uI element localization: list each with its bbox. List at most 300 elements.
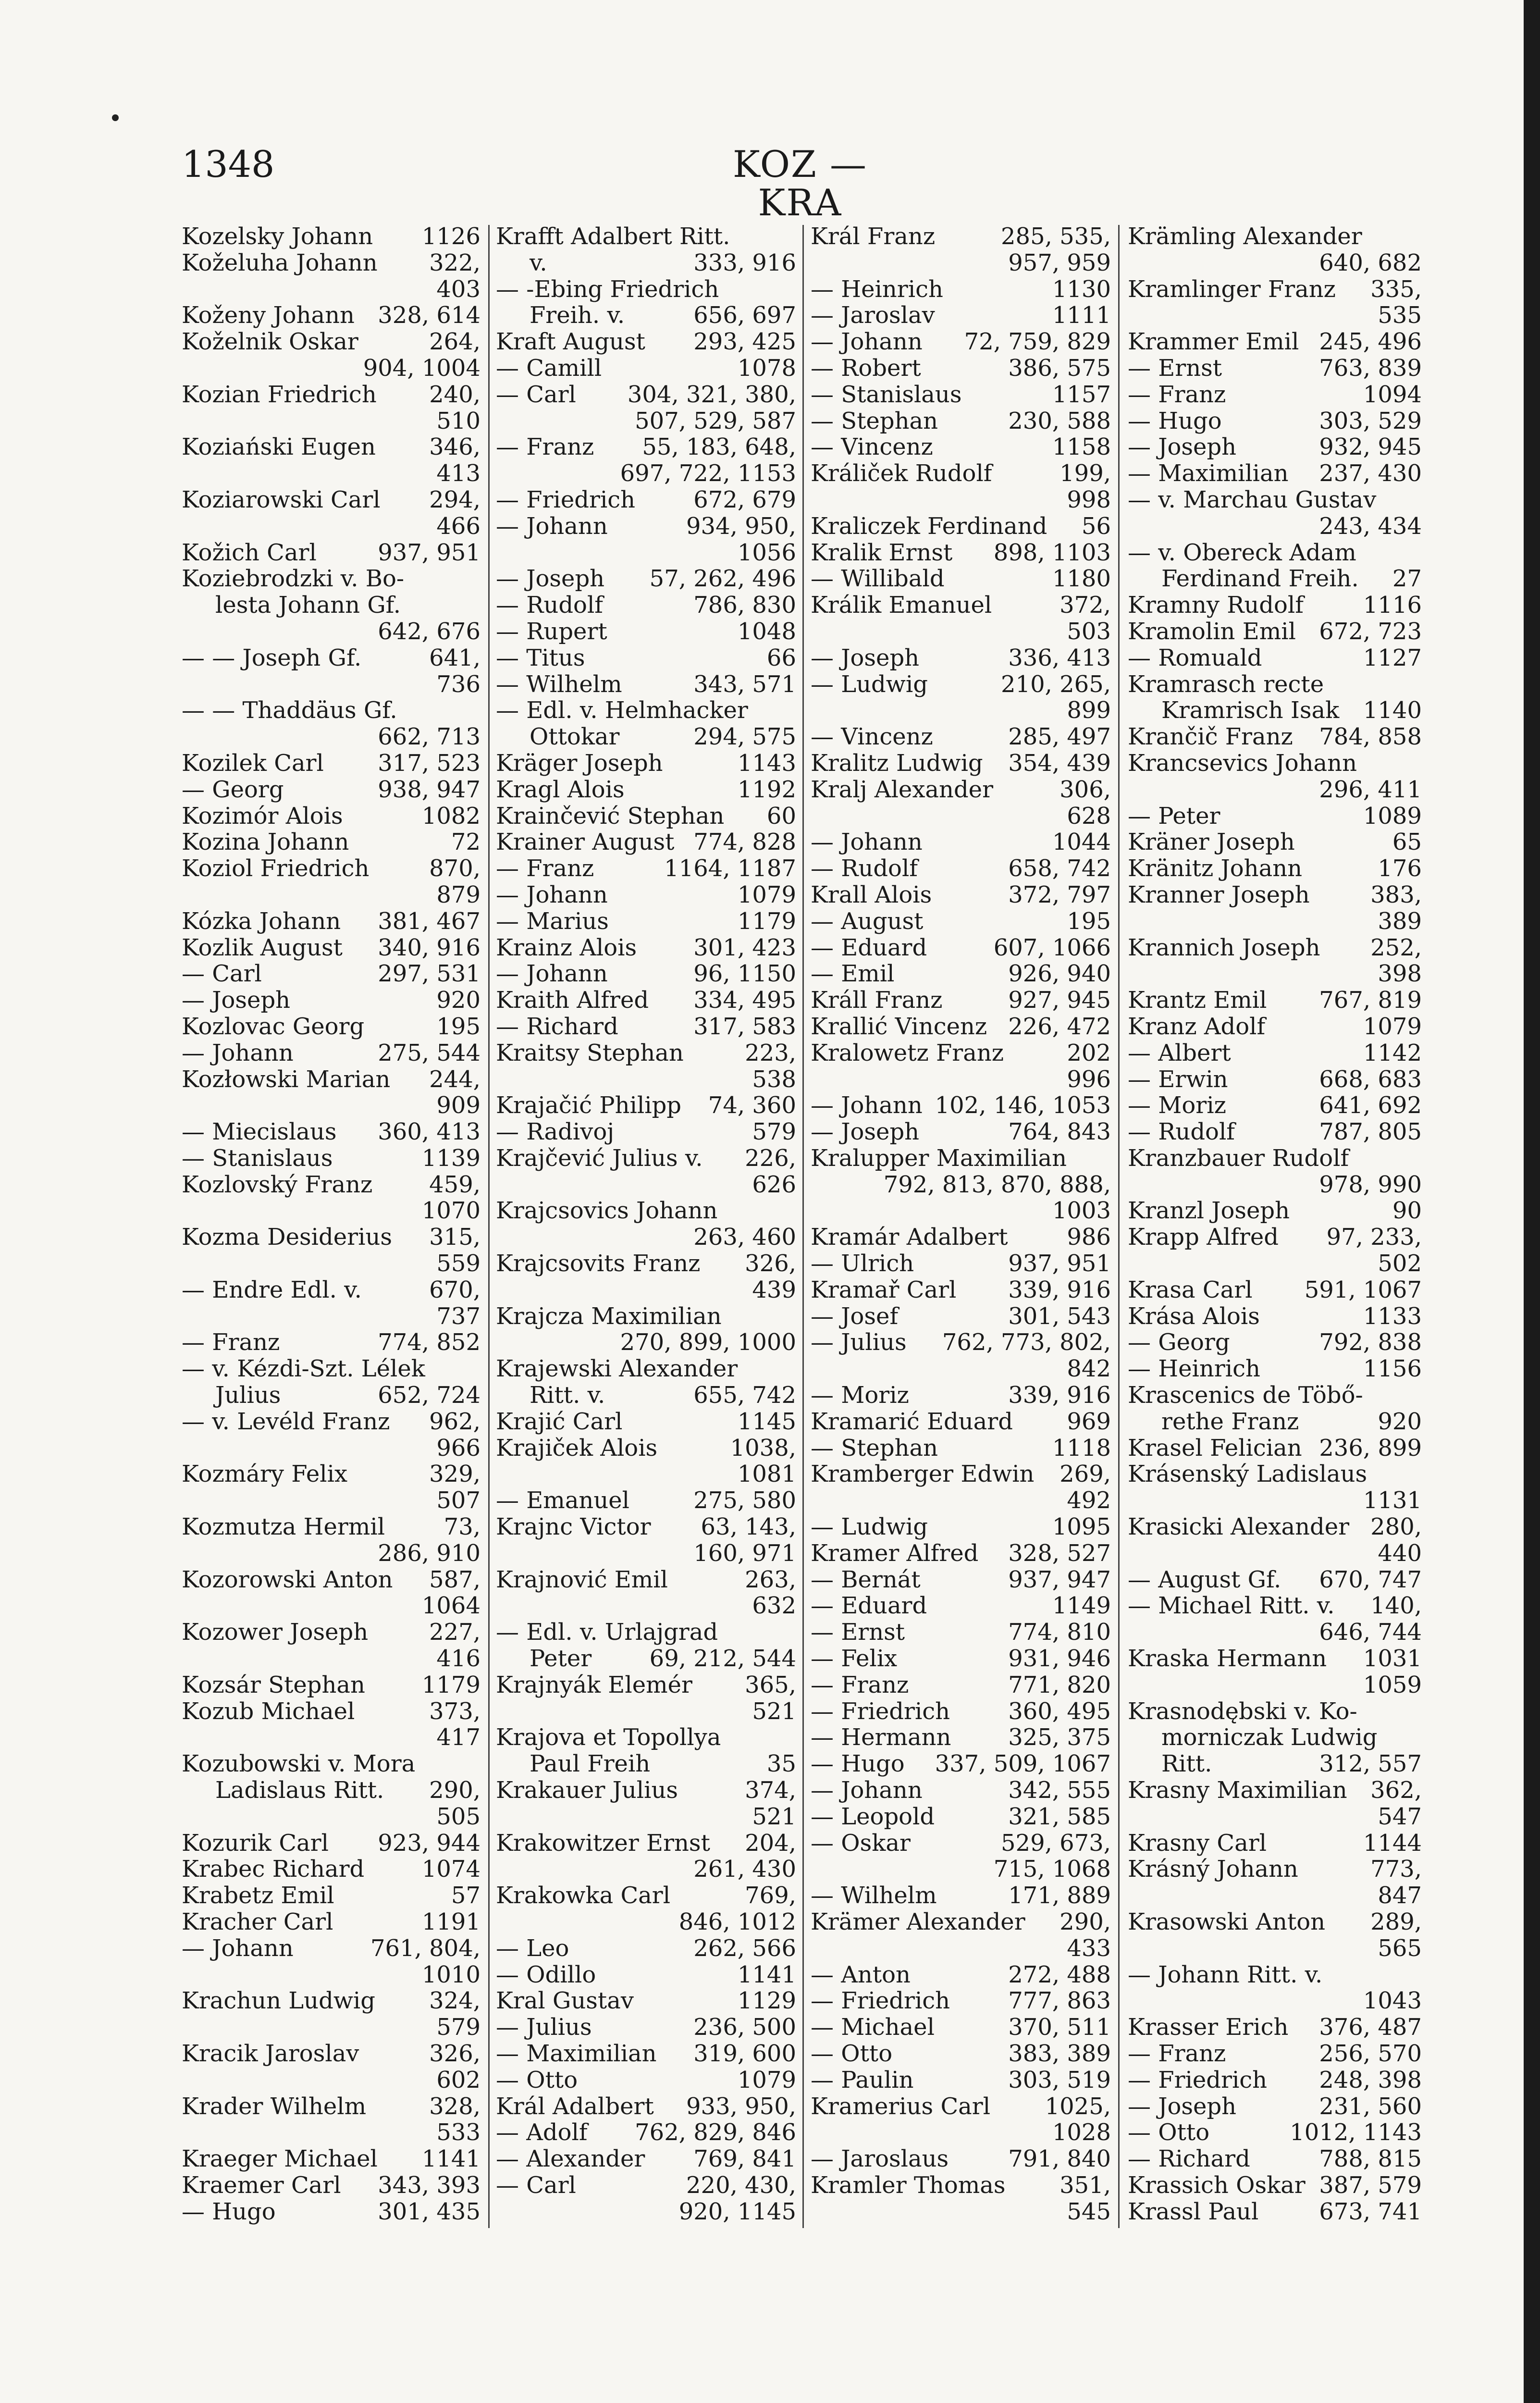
- index-entry-continuation: [1128, 1172, 1422, 1198]
- index-entry: [182, 935, 480, 961]
- index-entry: [182, 329, 480, 355]
- entry-page-refs: 339, 916: [1008, 1276, 1111, 1303]
- index-entry: [1128, 1198, 1422, 1224]
- index-entry-continuation: [182, 2067, 480, 2093]
- index-entry-continuation: [811, 1066, 1111, 1093]
- entry-name: — Franz: [182, 1329, 280, 1356]
- index-entry: [1128, 1962, 1422, 1988]
- entry-page-refs: 433: [1067, 1934, 1111, 1962]
- entry-name: — Johann: [496, 960, 608, 988]
- entry-page-refs: 769,: [745, 1882, 796, 1909]
- entry-name: — Vincenz: [811, 723, 933, 751]
- entry-name: — August Gf.: [1128, 1566, 1281, 1593]
- entry-name: — v. Levéld Franz: [182, 1408, 390, 1435]
- entry-name: — Friedrich: [496, 486, 636, 513]
- index-entry: [811, 1672, 1111, 1698]
- entry-name: — Johann: [496, 881, 608, 908]
- entry-page-refs: 510: [436, 407, 480, 434]
- index-entry-continuation: [496, 1593, 796, 1619]
- entry-page-refs: 343, 393: [378, 2171, 480, 2199]
- index-entry-continuation: [496, 1172, 796, 1198]
- entry-name: Král Franz: [811, 223, 936, 250]
- index-entry: [182, 1329, 480, 1356]
- entry-name: Kranz Adolf: [1128, 1013, 1266, 1040]
- index-entry: [496, 1672, 796, 1698]
- entry-name: Krásný Johann: [1128, 1856, 1298, 1883]
- entry-name: Krajčević Julius v.: [496, 1144, 703, 1172]
- entry-name: — Bernát: [811, 1566, 921, 1593]
- entry-name: — Josef: [811, 1302, 899, 1330]
- entry-page-refs: 1010: [421, 1961, 480, 1988]
- entry-page-refs: 240,: [429, 381, 480, 408]
- index-entry: [811, 1435, 1111, 1462]
- index-entry: [496, 566, 796, 592]
- entry-name: Král Adalbert: [496, 2093, 654, 2120]
- entry-page-refs: 439: [752, 1276, 796, 1303]
- index-entry: [496, 1487, 796, 1514]
- entry-page-refs: 545: [1067, 2198, 1111, 2225]
- entry-name: — -Ebing Friedrich: [496, 275, 719, 303]
- entry-page-refs: 565: [1378, 1934, 1422, 1962]
- index-entry-continuation: [811, 2199, 1111, 2225]
- entry-page-refs: 1156: [1363, 1355, 1422, 1383]
- column-rule: [1118, 225, 1120, 2228]
- index-entry: [811, 829, 1111, 855]
- entry-page-refs: 227,: [429, 1619, 480, 1646]
- entry-page-refs: 662, 713: [378, 723, 480, 751]
- entry-name: — Friedrich: [1128, 2066, 1268, 2093]
- index-entry-continuation: [496, 1461, 796, 1487]
- index-entry-continuation: [182, 2014, 480, 2041]
- index-entry-continuation: [496, 1804, 796, 1830]
- entry-name: Kozsár Stephan: [182, 1671, 365, 1698]
- entry-page-refs: 521: [752, 1697, 796, 1725]
- index-entry: [182, 1356, 480, 1382]
- index-entry: [496, 619, 796, 645]
- entry-page-refs: 176: [1378, 855, 1422, 882]
- entry-page-refs: 761, 804,: [370, 1934, 480, 1962]
- index-entry: [1128, 276, 1422, 303]
- entry-name: Kränitz Johann: [1128, 855, 1303, 882]
- entry-name: — Rudolf: [496, 592, 604, 619]
- entry-name: Krannich Joseph: [1128, 934, 1320, 961]
- entry-name: Kozłowski Marian: [182, 1065, 391, 1093]
- entry-name: Kraft August: [496, 328, 645, 356]
- index-entry: [182, 250, 480, 276]
- entry-page-refs: 272, 488: [1008, 1961, 1111, 1988]
- entry-name: — Robert: [811, 354, 921, 382]
- entry-page-refs: 56: [1081, 512, 1111, 540]
- entry-page-refs: 252,: [1370, 934, 1422, 961]
- index-entry: [811, 855, 1111, 882]
- entry-page-refs: 777, 863: [1008, 1987, 1111, 2015]
- entry-name: rethe Franz: [1161, 1408, 1299, 1435]
- entry-name: Kramler Thomas: [811, 2171, 1006, 2199]
- index-entry: [496, 1988, 796, 2014]
- entry-page-refs: 1043: [1363, 1987, 1422, 2015]
- index-entry: [811, 1962, 1111, 1988]
- entry-page-refs: 1141: [737, 1961, 796, 1988]
- entry-page-refs: 788, 815: [1319, 2145, 1422, 2173]
- index-entry-continuation: [811, 1935, 1111, 1962]
- entry-name: Kozma Desiderius: [182, 1224, 392, 1251]
- entry-name: Koziol Friedrich: [182, 855, 370, 882]
- entry-name: — Jaroslav: [811, 302, 935, 329]
- entry-page-refs: 66: [766, 644, 796, 671]
- index-entry: [182, 777, 480, 803]
- entry-page-refs: 998: [1067, 486, 1111, 513]
- entry-page-refs: 1079: [737, 2066, 796, 2093]
- entry-name: — Stanislaus: [811, 381, 962, 408]
- entry-page-refs: 784, 858: [1319, 723, 1422, 751]
- entry-name: Kožich Carl: [182, 539, 317, 566]
- index-entry-continuation: [496, 2199, 796, 2225]
- entry-page-refs: 372,: [1060, 592, 1111, 619]
- index-entry: [496, 487, 796, 513]
- index-entry-continuation: [496, 460, 796, 487]
- index-entry-continuation: [182, 1092, 480, 1119]
- index-entry: [1128, 1329, 1422, 1356]
- entry-name: — Leopold: [811, 1803, 935, 1830]
- index-entry-continuation: [1128, 1804, 1422, 1830]
- index-entry: [1128, 2146, 1422, 2172]
- entry-name: Kozmutza Hermil: [182, 1513, 385, 1541]
- entry-page-refs: 626: [752, 1171, 796, 1198]
- entry-name: Krancsevics Johann: [1128, 749, 1357, 777]
- index-entry: [1128, 1461, 1422, 1487]
- index-entry: [1128, 1830, 1422, 1857]
- entry-name: Kraeger Michael: [182, 2145, 378, 2173]
- index-entry-continuation: [182, 671, 480, 698]
- index-entry: [182, 1988, 480, 2014]
- entry-name: Krafft Adalbert Ritt.: [496, 223, 730, 250]
- entry-page-refs: 337, 509, 1067: [935, 1750, 1111, 1778]
- index-entry: [496, 1935, 796, 1962]
- entry-page-refs: 774, 828: [693, 829, 796, 856]
- entry-page-refs: 1079: [737, 881, 796, 908]
- index-entry: [182, 1014, 480, 1040]
- index-entry: [182, 302, 480, 329]
- entry-page-refs: 1140: [1363, 697, 1422, 724]
- entry-name: — Ernst: [1128, 354, 1222, 382]
- entry-page-refs: 899: [1067, 697, 1111, 724]
- index-entry: [1128, 1014, 1422, 1040]
- entry-name: Krachun Ludwig: [182, 1987, 375, 2015]
- entry-name: — Adolf: [496, 2119, 588, 2146]
- entry-name: — Johann: [182, 1039, 294, 1066]
- entry-name: Krajova et Topollya: [496, 1724, 721, 1751]
- index-entry-continuation: [1128, 1672, 1422, 1698]
- entry-name: Kramrasch recte: [1128, 670, 1324, 698]
- entry-page-refs: 1141: [421, 2145, 480, 2173]
- index-entry: [1128, 671, 1422, 698]
- entry-name: Ritt. v.: [530, 1382, 605, 1409]
- entry-name: Freih. v.: [530, 302, 625, 329]
- index-entry: [182, 1751, 480, 1777]
- entry-name: Krader Wilhelm: [182, 2093, 367, 2120]
- index-entry: [811, 513, 1111, 540]
- entry-name: — Johann: [182, 1934, 294, 1962]
- entry-page-refs: 642, 676: [378, 618, 480, 645]
- entry-page-refs: 322,: [429, 249, 480, 276]
- entry-name: Krajnc Victor: [496, 1513, 651, 1541]
- entry-name: Kranzl Joseph: [1128, 1197, 1290, 1225]
- entry-name: Kralik Ernst: [811, 539, 953, 566]
- index-entry: [811, 1277, 1111, 1303]
- index-entry: [811, 1409, 1111, 1435]
- index-entry: [1128, 1751, 1422, 1777]
- entry-name: Krajcsovics Johann: [496, 1197, 718, 1225]
- index-entry: [496, 750, 796, 777]
- index-entry: [182, 987, 480, 1014]
- entry-page-refs: 658, 742: [1008, 855, 1111, 882]
- entry-page-refs: 245, 496: [1319, 328, 1422, 356]
- index-entry: [811, 1777, 1111, 1804]
- entry-page-refs: 262, 566: [693, 1934, 796, 1962]
- index-entry: [496, 1514, 796, 1540]
- index-entry: [1128, 1777, 1422, 1804]
- index-entry-continuation: [1128, 961, 1422, 987]
- entry-page-refs: 847: [1378, 1882, 1422, 1909]
- entry-name: Kozilek Carl: [182, 749, 324, 777]
- entry-page-refs: 1130: [1052, 275, 1111, 303]
- entry-name: Julius: [215, 1382, 281, 1409]
- entry-name: Kragl Alois: [496, 776, 625, 803]
- entry-name: Krämling Alexander: [1128, 223, 1362, 250]
- entry-name: — Franz: [1128, 381, 1226, 408]
- entry-name: Kramberger Edwin: [811, 1461, 1035, 1488]
- entry-page-refs: 294, 575: [693, 723, 796, 751]
- entry-name: Krajcsovits Franz: [496, 1250, 701, 1277]
- index-entry: [496, 1014, 796, 1040]
- index-entry: [496, 1435, 796, 1462]
- entry-name: — Hugo: [182, 2198, 276, 2225]
- index-entry: [811, 540, 1111, 566]
- index-entry-continuation: [182, 1724, 480, 1751]
- entry-page-refs: 769, 841: [693, 2145, 796, 2173]
- entry-name: lesta Johann Gf.: [215, 592, 401, 619]
- entry-page-refs: 202: [1067, 1039, 1111, 1066]
- index-entry: [182, 803, 480, 830]
- entry-page-refs: 697, 722, 1153: [620, 460, 796, 487]
- entry-name: — Eduard: [811, 934, 927, 961]
- entry-page-refs: 1078: [737, 354, 796, 382]
- index-entry: [811, 1988, 1111, 2014]
- entry-page-refs: 312, 557: [1319, 1750, 1422, 1778]
- index-entry: [811, 566, 1111, 592]
- entry-name: Kózka Johann: [182, 907, 341, 935]
- entry-name: Krasicki Alexander: [1128, 1513, 1350, 1541]
- index-entry-continuation: [182, 1646, 480, 1672]
- index-entry-continuation: [1128, 777, 1422, 803]
- entry-name: — Johann: [811, 1777, 923, 1804]
- index-entry: [811, 1724, 1111, 1751]
- entry-page-refs: 403: [436, 275, 480, 303]
- index-entry-continuation: [182, 619, 480, 645]
- index-entry-continuation: [496, 540, 796, 566]
- index-entry-continuation: [811, 1487, 1111, 1514]
- index-entry: [1128, 355, 1422, 382]
- entry-page-refs: 986: [1067, 1224, 1111, 1251]
- index-entry: [811, 1119, 1111, 1145]
- index-entry: [182, 223, 480, 250]
- index-entry: [496, 697, 796, 724]
- index-entry: [496, 1356, 796, 1382]
- entry-page-refs: 1094: [1363, 381, 1422, 408]
- index-entry: [811, 961, 1111, 987]
- index-entry: [182, 750, 480, 777]
- index-entry-continuation: [182, 355, 480, 382]
- index-entry: [1128, 566, 1422, 592]
- entry-page-refs: 293, 425: [693, 328, 796, 356]
- entry-page-refs: 416: [436, 1645, 480, 1672]
- entry-page-refs: 937, 951: [378, 539, 480, 566]
- index-entry: [1128, 487, 1422, 513]
- index-entry: [811, 276, 1111, 303]
- entry-name: Krassl Paul: [1128, 2198, 1259, 2225]
- entry-page-refs: 223,: [745, 1039, 796, 1066]
- entry-name: — Joseph: [811, 644, 920, 671]
- entry-page-refs: 335,: [1370, 275, 1422, 303]
- entry-name: — Stephan: [811, 1434, 938, 1462]
- index-entry-continuation: [496, 1540, 796, 1567]
- entry-page-refs: 210, 265,: [1000, 670, 1111, 698]
- index-entry-continuation: [1128, 908, 1422, 935]
- index-entry: [1128, 2199, 1422, 2225]
- index-entry: [811, 2093, 1111, 2120]
- index-entry: [182, 829, 480, 855]
- entry-page-refs: 1149: [1052, 1592, 1111, 1620]
- index-entry: [496, 961, 796, 987]
- index-entry: [496, 1751, 796, 1777]
- entry-name: — v. Obereck Adam: [1128, 539, 1356, 566]
- index-entry-continuation: [811, 619, 1111, 645]
- index-entry: [1128, 645, 1422, 671]
- entry-page-refs: 1048: [737, 618, 796, 645]
- scan-border: [1524, 0, 1540, 2403]
- entry-name: — Hugo: [811, 1750, 905, 1778]
- index-entry: [496, 1777, 796, 1804]
- index-entry-continuation: [182, 1962, 480, 1988]
- entry-page-refs: 280,: [1370, 1513, 1422, 1541]
- entry-page-refs: 365,: [745, 1671, 796, 1698]
- entry-name: — v. Marchau Gustav: [1128, 486, 1377, 513]
- entry-name: — Carl: [496, 2171, 576, 2199]
- entry-page-refs: 773,: [1370, 1856, 1422, 1883]
- entry-name: Králik Emanuel: [811, 592, 992, 619]
- index-entry: [496, 1119, 796, 1145]
- entry-name: — Moriz: [811, 1382, 909, 1409]
- index-entry: [811, 1014, 1111, 1040]
- entry-page-refs: 333, 916: [693, 249, 796, 276]
- index-entry: [1128, 750, 1422, 777]
- index-entry: [1128, 1066, 1422, 1093]
- index-entry: [182, 1567, 480, 1593]
- index-entry: [182, 382, 480, 408]
- index-entry: [182, 855, 480, 882]
- entry-page-refs: 1116: [1363, 592, 1422, 619]
- entry-name: — Ernst: [811, 1619, 905, 1646]
- index-entry: [182, 1830, 480, 1857]
- entry-name: — Emanuel: [496, 1487, 630, 1514]
- entry-name: Krasa Carl: [1128, 1276, 1253, 1303]
- index-entry-continuation: [811, 1198, 1111, 1224]
- index-entry: [1128, 1698, 1422, 1725]
- entry-name: — Franz: [496, 855, 594, 882]
- entry-name: — Romuald: [1128, 644, 1262, 671]
- entry-page-refs: 870,: [429, 855, 480, 882]
- entry-name: — Oskar: [811, 1829, 911, 1857]
- entry-name: Peter: [530, 1645, 592, 1672]
- entry-page-refs: 962,: [429, 1408, 480, 1435]
- entry-name: Králiček Rudolf: [811, 460, 992, 487]
- entry-page-refs: 937, 951: [1008, 1250, 1111, 1277]
- entry-name: — Alexander: [496, 2145, 645, 2173]
- entry-page-refs: 762, 773, 802,: [942, 1329, 1111, 1356]
- entry-page-refs: 1089: [1363, 802, 1422, 830]
- index-entry-continuation: [182, 1251, 480, 1277]
- index-entry: [182, 1066, 480, 1093]
- index-entry-continuation: [496, 1909, 796, 1935]
- entry-page-refs: 263, 460: [693, 1224, 796, 1251]
- index-entry: [1128, 882, 1422, 908]
- entry-name: — Eduard: [811, 1592, 927, 1620]
- index-entry: [811, 1883, 1111, 1909]
- entry-page-refs: 374,: [745, 1777, 796, 1804]
- index-entry: [496, 2014, 796, 2041]
- entry-page-refs: 672, 723: [1319, 618, 1422, 645]
- entry-page-refs: 304, 321, 380,: [627, 381, 796, 408]
- index-entry: [496, 935, 796, 961]
- entry-name: — Edl. v. Helmhacker: [496, 697, 748, 724]
- index-entry-continuation: [182, 724, 480, 750]
- index-entry: [182, 1935, 480, 1962]
- index-entry: [182, 1856, 480, 1883]
- entry-page-refs: 306,: [1060, 776, 1111, 803]
- entry-page-refs: 787, 805: [1319, 1118, 1422, 1146]
- index-column-3: [811, 223, 1111, 2228]
- index-entry-continuation: [1128, 302, 1422, 329]
- entry-page-refs: 1079: [1363, 1013, 1422, 1040]
- index-entry-continuation: [1128, 1988, 1422, 2014]
- index-entry: [496, 855, 796, 882]
- entry-page-refs: 244,: [429, 1065, 480, 1093]
- entry-name: Kranner Joseph: [1128, 881, 1310, 908]
- entry-page-refs: 339, 916: [1008, 1382, 1111, 1409]
- entry-name: Kramár Adalbert: [811, 1224, 1008, 1251]
- index-entry: [811, 223, 1111, 250]
- index-entry: [496, 1092, 796, 1119]
- entry-name: — Titus: [496, 644, 585, 671]
- entry-name: Kozelsky Johann: [182, 223, 373, 250]
- entry-page-refs: 628: [1067, 802, 1111, 830]
- index-entry: [182, 2093, 480, 2120]
- entry-name: — Stephan: [811, 407, 938, 434]
- entry-name: Krallić Vincenz: [811, 1013, 987, 1040]
- entry-page-refs: 926, 940: [1008, 960, 1111, 988]
- index-entry: [811, 382, 1111, 408]
- index-entry: [811, 1382, 1111, 1409]
- entry-page-refs: 547: [1378, 1803, 1422, 1830]
- entry-name: Paul Freih: [530, 1750, 651, 1778]
- entry-name: — Michael Ritt. v.: [1128, 1592, 1335, 1620]
- index-entry-continuation: [182, 1198, 480, 1224]
- entry-name: Krančič Franz: [1128, 723, 1293, 751]
- index-entry: [182, 1172, 480, 1198]
- entry-name: Kracher Carl: [182, 1908, 333, 1935]
- index-entry-continuation: [811, 1356, 1111, 1382]
- entry-page-refs: 275, 544: [378, 1039, 480, 1066]
